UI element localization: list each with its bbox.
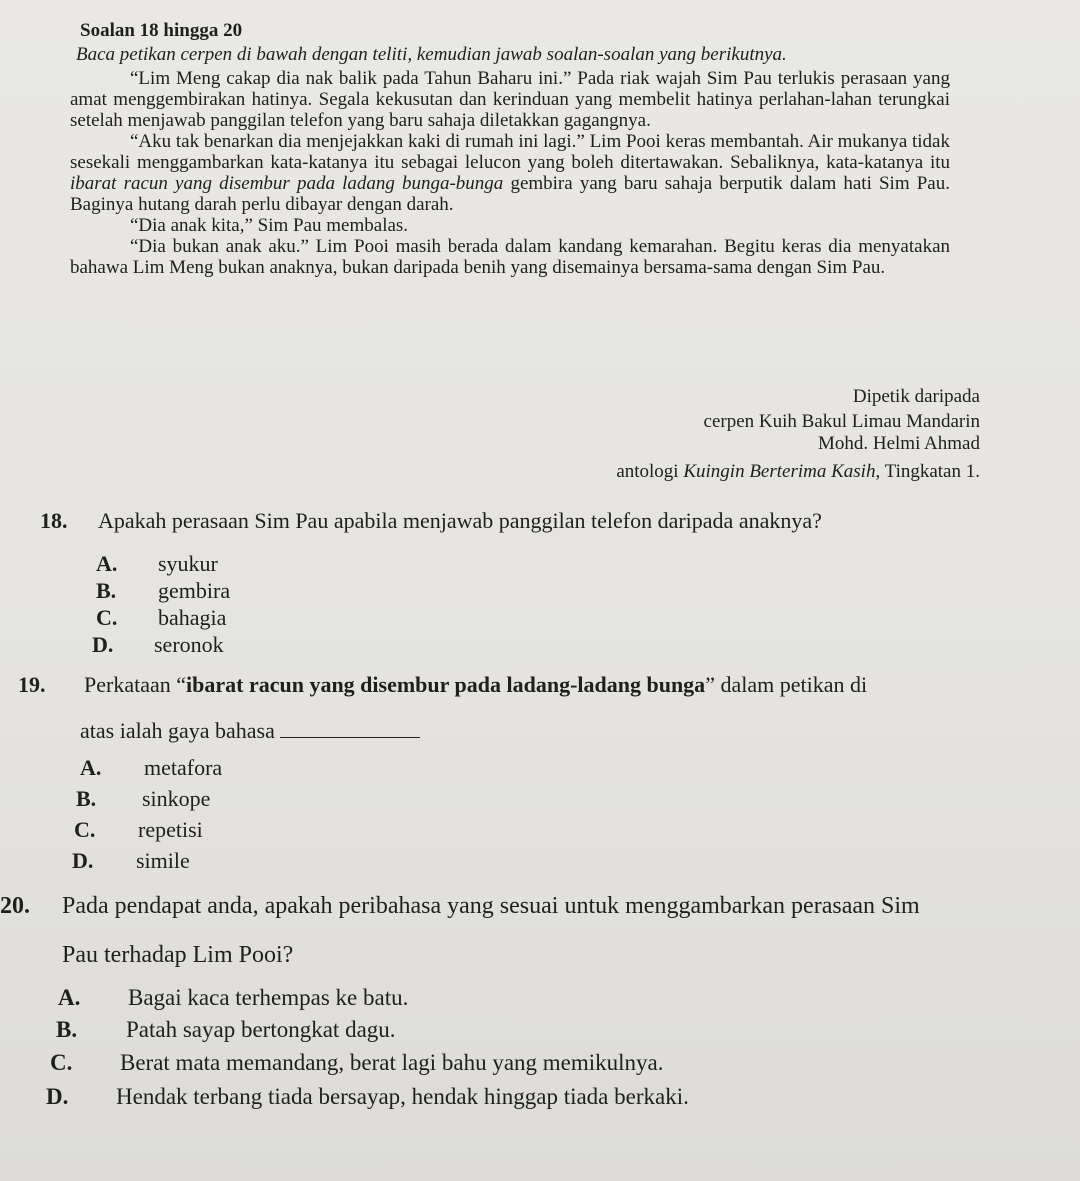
option-text: Hendak terbang tiada bersayap, hendak hinggap tiada berkaki. <box>116 1084 689 1109</box>
option-18-d[interactable] <box>92 632 224 658</box>
anthology-title: Kuingin Berterima Kasih <box>683 461 876 482</box>
source-line-1: Dipetik daripada <box>852 386 980 407</box>
option-text: metafora <box>144 755 223 780</box>
source-line-2: cerpen Kuih Bakul Limau Mandarin <box>703 411 980 432</box>
question-text: Perkataan “ <box>84 672 186 697</box>
option-letter: C. <box>50 1050 73 1075</box>
option-19-b[interactable] <box>76 786 210 812</box>
option-20-a[interactable] <box>58 985 408 1011</box>
source-author: Mohd. Helmi Ahmad <box>817 433 980 454</box>
option-text: sinkope <box>142 786 211 811</box>
option-18-c[interactable] <box>96 605 226 631</box>
option-letter: A. <box>58 985 81 1010</box>
option-text: simile <box>136 848 190 873</box>
question-number: 18. <box>40 508 68 533</box>
question-text: Pada pendapat anda, apakah peribahasa yang sesuai untuk menggambarkan perasaan Sim <box>62 893 920 919</box>
passage-text: “Aku tak benarkan dia menjejakkan kaki di rumah ini lagi.” Lim Pooi keras membantah. Air mukanya tidak sesekali menggambarkan kata-katanya itu sebagai lelucon yang boleh ditertawakan. Sebaliknya, kata-katanya itu <box>70 131 950 173</box>
source-text: antologi <box>616 461 684 482</box>
question-20-line-2: Pau terhadap Lim Pooi? <box>62 942 294 968</box>
question-18 <box>40 508 822 534</box>
option-letter: B. <box>56 1017 78 1042</box>
passage-text: gembira yang baru sahaja berputik dalam hati Sim Pau. Baginya hutang darah perlu dibayar dengan darah. <box>70 173 950 215</box>
option-20-d[interactable] <box>46 1084 689 1110</box>
option-text: Patah sayap bertongkat dagu. <box>126 1017 396 1042</box>
option-text: bahagia <box>158 605 227 630</box>
option-letter: A. <box>80 755 102 780</box>
question-text: Apakah perasaan Sim Pau apabila menjawab panggilan telefon daripada anaknya? <box>98 508 822 533</box>
passage-italic-phrase: ibarat racun yang disembur pada ladang bunga-bunga <box>70 173 504 194</box>
option-letter: C. <box>74 817 96 842</box>
question-text: atas ialah gaya bahasa <box>80 718 275 743</box>
option-letter: A. <box>96 551 118 576</box>
option-text: seronok <box>154 632 224 657</box>
option-letter: B. <box>96 578 117 603</box>
option-text: Bagai kaca terhempas ke batu. <box>128 985 409 1010</box>
question-quoted-phrase: ibarat racun yang disembur pada ladang-ladang bunga <box>186 672 706 697</box>
question-text: ” dalam petikan di <box>705 672 868 697</box>
option-19-d[interactable] <box>72 848 190 874</box>
passage-paragraph-1: “Lim Meng cakap dia nak balik pada Tahun Baharu ini.” Pada riak wajah Sim Pau terlukis perasaan yang amat menggembirakan hatinya. Segala kekusutan dan kerinduan yang membelit hatinya perlahan-lahan terungkai setelah menjawab panggilan telefon yang baru sahaja diletakkan gagangnya. <box>70 68 950 131</box>
option-19-c[interactable] <box>74 817 203 843</box>
option-20-b[interactable] <box>56 1017 396 1043</box>
option-text: syukur <box>158 551 218 576</box>
question-number: 20. <box>0 893 30 919</box>
source-anthology <box>616 461 980 483</box>
question-19-line-2 <box>80 718 420 744</box>
option-text: gembira <box>158 578 231 603</box>
option-letter: D. <box>46 1084 69 1109</box>
source-text: , Tingkatan 1. <box>875 461 980 482</box>
option-18-a[interactable] <box>96 551 218 577</box>
passage-paragraph-2 <box>70 131 950 215</box>
question-19 <box>18 672 867 698</box>
option-text: Berat mata memandang, berat lagi bahu yang memikulnya. <box>120 1050 664 1075</box>
option-19-a[interactable] <box>80 755 222 781</box>
option-text: repetisi <box>138 817 203 842</box>
instruction-text: Baca petikan cerpen di bawah dengan teliti, kemudian jawab soalan-soalan yang berikutnya. <box>76 44 787 65</box>
story-excerpt <box>70 68 950 278</box>
answer-blank <box>280 719 420 738</box>
section-header: Soalan 18 hingga 20 <box>80 20 243 41</box>
passage-paragraph-3: “Dia anak kita,” Sim Pau membalas. <box>130 215 409 236</box>
option-letter: B. <box>76 786 97 811</box>
option-letter: D. <box>92 632 114 657</box>
option-18-b[interactable] <box>96 578 230 604</box>
option-20-c[interactable] <box>50 1050 664 1076</box>
question-20 <box>0 893 920 920</box>
option-letter: D. <box>72 848 94 873</box>
option-letter: C. <box>96 605 118 630</box>
question-number: 19. <box>18 672 46 697</box>
passage-paragraph-4: “Dia bukan anak aku.” Lim Pooi masih berada dalam kandang kemarahan. Begitu keras dia menyatakan bahawa Lim Meng bukan anaknya, bukan daripada benih yang disemainya bersama-sama dengan Sim Pau. <box>70 236 950 278</box>
